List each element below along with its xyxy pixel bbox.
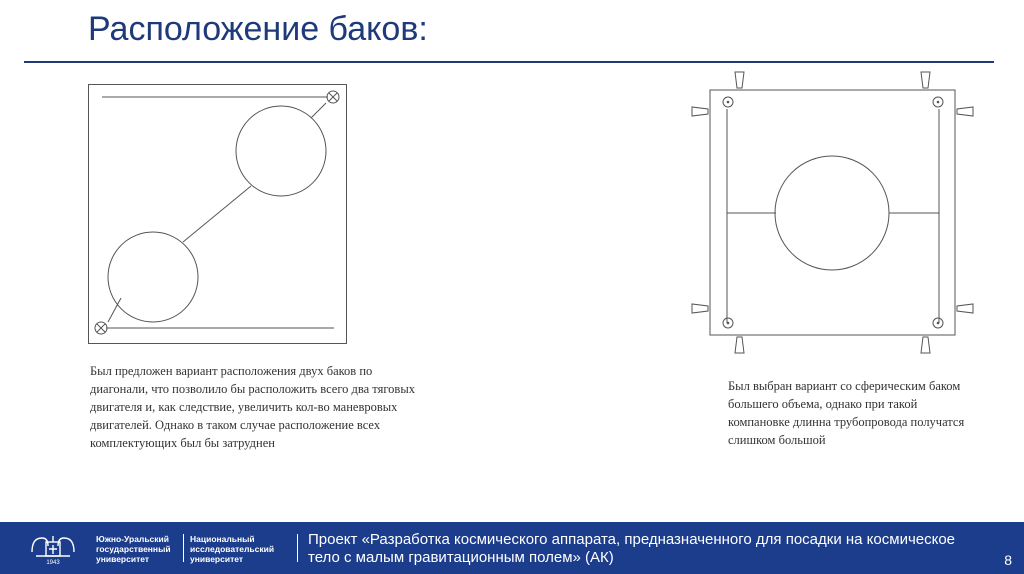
footer-bar xyxy=(0,522,1024,574)
diagonal-pipe-middle xyxy=(183,186,251,242)
thruster-right-upper-icon xyxy=(957,107,973,116)
page-number: 8 xyxy=(1004,552,1012,568)
lower-valve-icon xyxy=(95,322,107,334)
thruster-left-upper-icon xyxy=(692,107,708,116)
thruster-left-lower-icon xyxy=(692,304,708,313)
slide-title: Расположение баков: xyxy=(88,10,428,48)
logo-year: 1943 xyxy=(46,560,60,566)
spherical-tank-diagram xyxy=(688,70,978,360)
diagonal-tanks-diagram xyxy=(86,82,350,346)
thruster-top-right-icon xyxy=(921,72,930,88)
spherical-tank xyxy=(775,156,889,270)
left-caption: Был предложен вариант расположения двух баков по диагонали, что позволило бы расположить всего два тяговых двигателя и, как следствие, увеличить кол-во маневровых двигателей. Однако в таком случае расположение всех комплектующих был бы затруднен xyxy=(90,364,415,450)
title-divider xyxy=(24,61,994,63)
right-caption: Был выбран вариант со сферическим баком большего объема, однако при такой компановке длинна трубопровода получатся слишком большой xyxy=(728,379,965,447)
diagonal-pipe-upper xyxy=(311,103,326,118)
thruster-bottom-left-icon xyxy=(735,337,744,353)
thruster-top-left-icon xyxy=(735,72,744,88)
project-title: Проект «Разработка космического аппарата, предназначенного для посадки на космическое тело с малым гравитационным полем» (АК) xyxy=(308,531,956,566)
footer-divider xyxy=(183,534,184,562)
university-name: Южно-Уральский государственный университет xyxy=(96,534,171,564)
university-logo-icon xyxy=(28,532,78,566)
university-type: Национальный исследовательский университет xyxy=(190,534,275,564)
thruster-bottom-right-icon xyxy=(921,337,930,353)
thruster-right-lower-icon xyxy=(957,304,973,313)
lower-tank xyxy=(108,232,198,322)
upper-tank xyxy=(236,106,326,196)
footer-divider-2 xyxy=(297,534,298,562)
upper-valve-icon xyxy=(327,91,339,103)
diagonal-pipe-lower xyxy=(108,298,121,322)
